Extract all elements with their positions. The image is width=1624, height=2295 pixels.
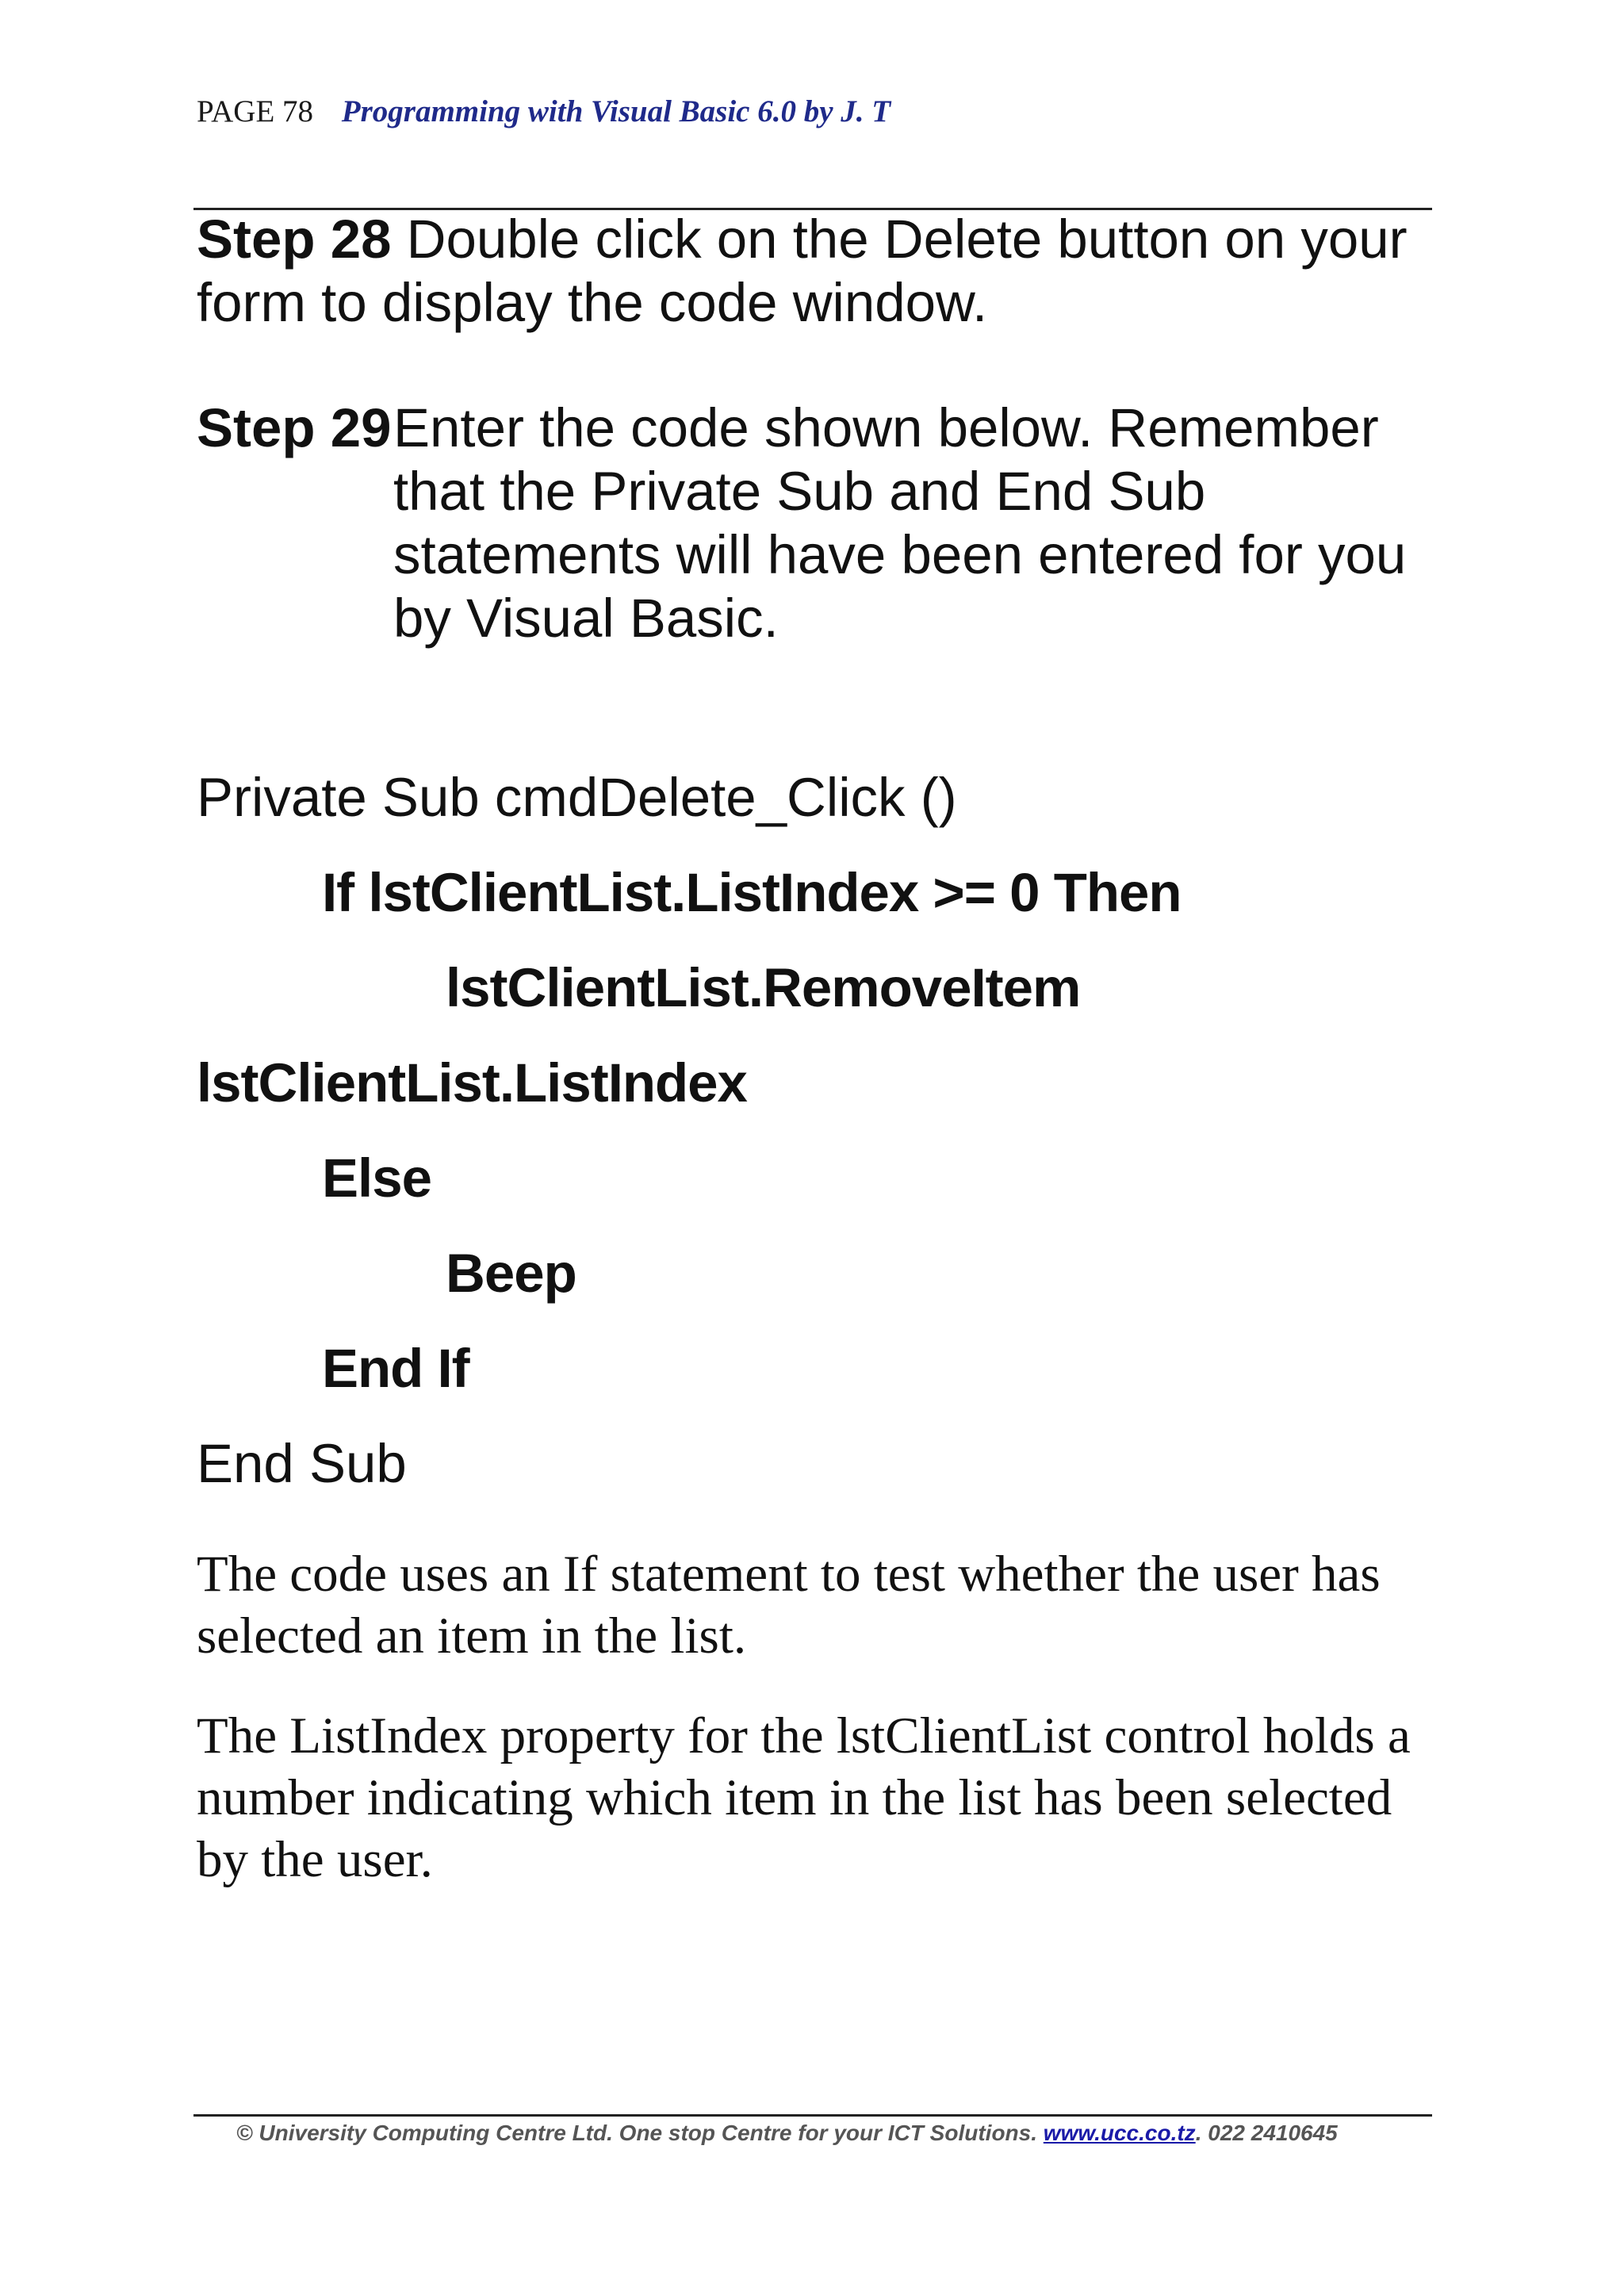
page-header	[197, 94, 891, 129]
explanation-paragraph: The code uses an If statement to test whether the user has selected an item in the list.	[197, 1546, 1381, 1665]
step-text-line: by Visual Basic.	[393, 588, 779, 649]
code-line-else: Else	[322, 1148, 431, 1209]
step-text	[393, 397, 1434, 650]
page-number: PAGE 78	[197, 94, 314, 128]
step-text-line: that the Private Sub and End Sub	[393, 461, 1206, 522]
step-text-line: statements will have been entered for you	[393, 524, 1407, 585]
footer	[236, 2121, 1338, 2146]
footer-divider	[193, 2114, 1432, 2117]
step-label: Step 28	[197, 209, 392, 270]
code-line-remove-item: lstClientList.RemoveItem	[446, 957, 1081, 1018]
code-line-list-index: lstClientList.ListIndex	[197, 1052, 747, 1113]
footer-link[interactable]: www.ucc.co.tz	[1043, 2121, 1196, 2145]
step-text: Double click on the Delete button on your form to display the code window.	[197, 209, 1408, 333]
code-line-end-if: End If	[322, 1338, 469, 1399]
footer-phone: . 022 2410645	[1195, 2121, 1338, 2145]
step-text-line: Enter the code shown below. Remember	[393, 397, 1379, 458]
code-line-end-sub: End Sub	[197, 1433, 407, 1494]
step-28	[197, 208, 1434, 335]
code-line-sub-declaration: Private Sub cmdDelete_Click ()	[197, 767, 957, 828]
explanation-paragraph: The ListIndex property for the lstClientList control holds a number indicating which item in the list has been selected by the user.	[197, 1707, 1411, 1888]
step-label: Step 29	[197, 397, 392, 458]
book-title: Programming with Visual Basic 6.0 by J. T	[341, 94, 891, 128]
code-line-beep: Beep	[446, 1243, 576, 1304]
footer-text: © University Computing Centre Ltd. One stop Centre for your ICT Solutions.	[236, 2121, 1038, 2145]
code-line-if: If lstClientList.ListIndex >= 0 Then	[322, 862, 1182, 923]
step-29	[197, 397, 1434, 650]
